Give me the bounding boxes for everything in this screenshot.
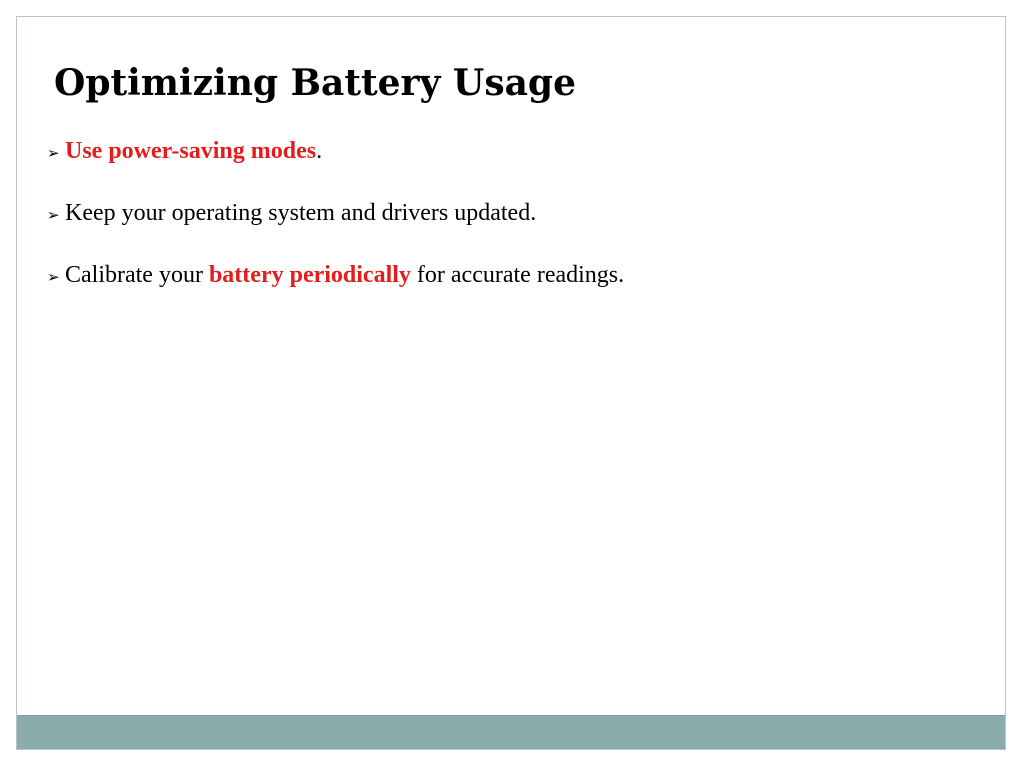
bullet-text-before: Calibrate your: [65, 262, 209, 288]
slide-title: Optimizing Battery Usage: [54, 62, 576, 104]
bullet-item-calibrate: [47, 253, 987, 315]
footer-bar: [17, 715, 1005, 749]
bullet-item-power-saving: [47, 129, 987, 191]
arrow-bullet-icon: ➢: [47, 206, 60, 224]
highlighted-text: battery periodically: [208, 262, 411, 288]
bullet-text-before: Keep your operating system and drivers updated.: [65, 200, 537, 226]
slide: [16, 16, 1006, 750]
highlighted-text: Use power-saving modes: [65, 138, 317, 164]
arrow-bullet-icon: ➢: [47, 268, 60, 286]
bullet-text-after: for accurate readings.: [410, 262, 625, 288]
arrow-bullet-icon: ➢: [47, 144, 60, 162]
bullet-item-updates: [47, 191, 987, 253]
bullet-list: [47, 129, 987, 315]
bullet-text-after: .: [316, 138, 323, 164]
